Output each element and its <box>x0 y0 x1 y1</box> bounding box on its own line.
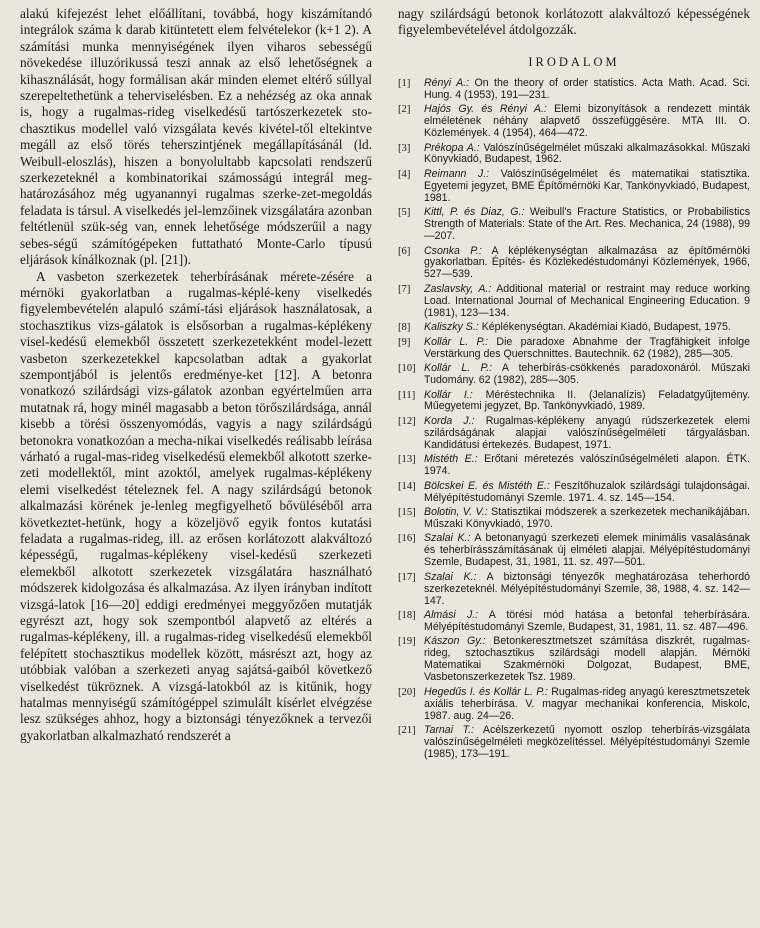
intro-paragraph: nagy szilárdságú betonok korlátozott alakváltozó képességének figyelembevételével átdolgozzák. <box>398 6 750 38</box>
reference-item <box>398 337 750 361</box>
reference-author: Szalai K.: <box>424 532 471 545</box>
reference-number: [19] <box>398 636 416 648</box>
reference-author: Korda J.: <box>424 414 475 427</box>
reference-text: A képlékenységtan alkalmazása az építőmérnöki gyakorlatban. Építés- és Közlekedéstudományi Közlemények, 1966, 527—539. <box>424 244 751 281</box>
left-column <box>20 6 372 744</box>
reference-number: [12] <box>398 415 416 427</box>
reference-text: Additional material or restraint may reduce working Load. International Journal of Mechanical Engineering Education. 9 (1981), 123—134. <box>424 282 750 319</box>
reference-item <box>398 533 750 569</box>
reference-text: Rugalmas-rideg anyagú keresztmetszetek axiális teherbírása. V. magyar mechanikai konferencia, Miskolc, 1987. aug. 24—26. <box>424 685 750 722</box>
reference-item <box>398 725 750 761</box>
reference-text: Méréstechnika II. (Jelanalízis) Feladatgyűjtemény. Műegyetemi jegyzet, Bp. Tankönyvkiadó, 1989. <box>424 388 750 413</box>
reference-number: [8] <box>398 322 411 334</box>
reference-item <box>398 207 750 243</box>
reference-item <box>398 454 750 478</box>
body-paragraph: alakú kifejezést lehet előállítani, továbbá, hogy kiszámítandó integrálok száma k darab kitüntetett elem felvételekor (k+1 2). A számítási munka mennyiségének ilyen viharos sebességű növekedése illuzórikussá teszi annak az első lehetőségnek a kihasználását, hogy formálisan akár minden elemet eltérő súllyal szerepeltethetünk a teherviselésben. Ez a nehézség az oka annak is, hogy a rugalmas-rideg viselkedésű tartószerkezetek sto-chasztikus modellel való vizsgálata kevés kivétel-től eltekintve megáll az első törés teherszintjének megállapításánál (ld. Weibull-eloszlás), hiszen a bonyolultabb kapcsolati rendszerű szerkezeteknél a kombinatorikai számosságú integrál meg-határozásához még ugyanannyi rugalmas szerke-zet-megoldás feladata is társul. A viselkedés jel-lemzőinek vizsgálatára azonban feltétlenül szük-ség van, ennek lehetősége módszerűil a nagy sebes-ségű számítógépeken futtatható Monte-Carlo típusú eljárások kínálkoznak (pl. [21]). <box>20 6 372 268</box>
reference-number: [7] <box>398 283 411 295</box>
reference-item <box>398 572 750 608</box>
reference-author: Kollár L. P.: <box>424 335 489 348</box>
reference-item <box>398 284 750 320</box>
reference-item <box>398 104 750 140</box>
reference-text: Elemi bizonyítások a rendezett minták elméletének néhány alapvető összefüggésére. MTA III. O. Közlemények. 4 (1954), 464—472. <box>424 103 750 140</box>
reference-text: Képlékenységtan. Akadémiai Kiadó, Budapest, 1975. <box>478 321 731 334</box>
reference-text: Weibull's Fracture Statistics, or Probabilistics Strength of Materials: State of the Art. Res. Mechanica, 24 (1988), 99—207. <box>424 206 750 243</box>
reference-item <box>398 246 750 282</box>
reference-list <box>398 78 750 761</box>
reference-text: A törési mód hatása a betonfal teherbírására. Mélyépítéstudományi Szemle, Budapest, 31, 1981, 11. sz. 487—496. <box>424 609 750 633</box>
reference-author: Rényi A.: <box>424 76 470 89</box>
body-paragraph: A vasbeton szerkezetek teherbírásának mérete-zésére a mérnöki gyakorlatban a rugalmas-képlé-keny viselkedés figyelembevételén alapuló számí-tási eljárások használatosak, a stochasztikus vizs-gálatok is elsősorban a rugalmas-képlékeny visel-kedésű elemekből összetett szerkezetekként model-lezett vasbeton szerkezetekkel kapcsolatban adtak a gyakorlat szempontjából is jelentős eredménye-ket [12]. A betonra vonatkozó szilárdsági vizs-gálatok azonban egyértelműen arra mutatnak rá, hogy minél magasabb a beton törőszilárdsága, annál kisebb a törési összenyomódás, vagyis a nagy szilárdságú betonokra vonatkozóan a mecha-nikai viselkedés reálisabb leírása várható a rugal-mas-rideg viselkedésű elemekből alkotott szerke-zeti modellektől, mint azoktól, amelyek rugalmas-képlékeny elemi viselkedést tételeznek fel. A nagy szilárdságú betonok alkalmazási körének je-lenleg megfigyelhető bővüléséből arra következtet-hetünk, hogy a közeljövő egyik fontos kutatási feladata a rugalmas-rideg, ill. az erősen korlátozott alakváltozó képességű, rugalmas-képlékeny visel-kedésű szerkezeti elemekből alkotott szerkezetek vizsgálatára használható módszerek kidolgozása és alkalmazása. Az ilyen irányban indított vizsgá-latok [16—20] eddigi eredményei meggyőzően mutatják egyrészt azt, hogy sok szempontból alapvető az eltérés a rugalmas-képlékeny, ill. a rugalmas-rideg viselkedésű elemekből felépített stochasztikus modellek között, másrészt azt, hogy az utóbbiak valóban a szerkezeti anyag sajátsá-gaiból következő viselkedést tükröznek. A vizsgá-latokból az is kitűnik, hogy hatalmas mennyiségű számítógéppel szimulált kísérlet elvégzése lesz szükséges ahhoz, hogy a biztonsági tényezőknek a tervezői gyakorlatban alkalmazható rendszerét a <box>20 268 372 743</box>
reference-number: [2] <box>398 104 411 116</box>
reference-item <box>398 78 750 102</box>
reference-text: A teherbírás-csökkenés paradoxonáról. Műszaki Tudomány. 62 (1982), 285—305. <box>424 362 750 386</box>
reference-text: A betonanyagú szerkezeti elemek minimális vasalásának és teherbírásszámításának új elméleti alapjai. Mélyépítéstudományi Szemle, Budapest, 31, 1981, 11. sz. 497—501. <box>424 532 750 569</box>
references-heading: IRODALOM <box>528 54 620 69</box>
reference-item <box>398 687 750 723</box>
reference-author: Hajós Gy. és Rényi A.: <box>424 103 547 116</box>
reference-item <box>398 169 750 205</box>
reference-number: [21] <box>398 725 416 736</box>
reference-number: [6] <box>398 245 411 257</box>
reference-item <box>398 481 750 505</box>
reference-number: [5] <box>398 207 411 219</box>
reference-author: Bölcskei E. és Mistéth E.: <box>424 479 550 492</box>
reference-number: [13] <box>398 454 416 466</box>
reference-text: Valószínűségelmélet műszaki alkalmazásokkal. Műszaki Könyvkiadó, Budapest, 1962. <box>424 141 750 166</box>
reference-item <box>398 322 750 334</box>
reference-item <box>398 363 750 387</box>
reference-author: Bolotin, V. V.: <box>424 506 488 519</box>
right-column <box>398 6 750 763</box>
reference-number: [20] <box>398 686 416 698</box>
reference-author: Csonka P.: <box>424 244 482 257</box>
reference-text: Valószínűségelmélet és matematikai statisztika. Egyetemi jegyzet, BME Építőmérnöki Kar, Tankönyvkiadó, Budapest, 1981. <box>424 167 750 204</box>
reference-number: [15] <box>398 507 416 519</box>
reference-author: Tarnai T.: <box>424 724 474 736</box>
reference-author: Mistéth E.: <box>424 453 478 466</box>
reference-item <box>398 390 750 414</box>
reference-text: Feszítőhuzalok szilárdsági tulajdonságai. Mélyépítéstudományi Szemle. 1971. 4. sz. 145—154. <box>424 479 750 504</box>
reference-number: [14] <box>398 480 416 492</box>
reference-author: Szalai K.: <box>424 570 477 583</box>
reference-number: [17] <box>398 571 416 583</box>
reference-number: [3] <box>398 142 411 154</box>
reference-author: Hegedűs I. és Kollár L. P.: <box>424 685 548 698</box>
reference-number: [1] <box>398 77 411 89</box>
reference-text: Acélszerkezetű nyomott oszlop teherbírás-vizsgálata valószínűségelméleti megközelítéssel. Mélyépítéstudományi Szemle (1985), 173—191. <box>424 724 750 760</box>
reference-author: Kollár L. P.: <box>424 362 493 375</box>
reference-item <box>398 416 750 452</box>
reference-author: Kaliszky S.: <box>424 321 479 334</box>
reference-author: Zaslavsky, A.: <box>424 282 492 295</box>
reference-number: [9] <box>398 336 411 348</box>
reference-item <box>398 610 750 634</box>
reference-number: [4] <box>398 168 411 180</box>
reference-text: A biztonsági tényezők meghatározása teherhordó szerkezeteknél. Mélyépítéstudományi Szemle, 38, 1988, 4. sz. 142—147. <box>424 570 751 607</box>
reference-number: [16] <box>398 533 416 545</box>
reference-item <box>398 143 750 167</box>
reference-text: On the theory of order statistics. Acta Math. Acad. Sci. Hung. 4 (1953), 191—231. <box>424 76 750 101</box>
reference-number: [18] <box>398 610 416 622</box>
reference-text: Rugalmas-képlékeny anyagú rúdszerkezetek elemi szilárdságának alapjai valószínűségelméleti tárgyalásban. Kandidátusi értekezés. Budapest, 1971. <box>424 414 750 451</box>
reference-author: Kittl, P. és Diaz, G.: <box>424 206 525 219</box>
reference-author: Reimann J.: <box>424 167 490 180</box>
reference-author: Kollár I.: <box>424 388 473 401</box>
reference-author: Kászon Gy.: <box>424 635 486 648</box>
reference-text: Statisztikai módszerek a szerkezetek mechanikájában. Műszaki Könyvkiadó, 1970. <box>424 506 750 530</box>
reference-text: Die paradoxe Abnahme der Tragfähigkeit infolge Verstärkung des Querschnittes. Bautechnik. 62 (1982), 285—305. <box>424 335 750 360</box>
reference-number: [10] <box>398 363 416 375</box>
reference-item <box>398 507 750 531</box>
reference-author: Prékopa A.: <box>424 141 480 154</box>
reference-text: Betonkeresztmetszet számítása diszkrét, rugalmas-rideg, sztochasztikus szilárdsági modell alapján. Mérnöki Matematikai Szakmérnöki Dolgozat, Budapest, BME, Vasbetonszerkezetek Tsz. 1989. <box>424 635 750 684</box>
reference-author: Almási J.: <box>424 609 479 622</box>
reference-item <box>398 636 750 684</box>
reference-text: Erőtani méretezés valószínűségelméleti alapon. ÉTK. 1974. <box>424 453 750 478</box>
reference-number: [11] <box>398 389 416 401</box>
